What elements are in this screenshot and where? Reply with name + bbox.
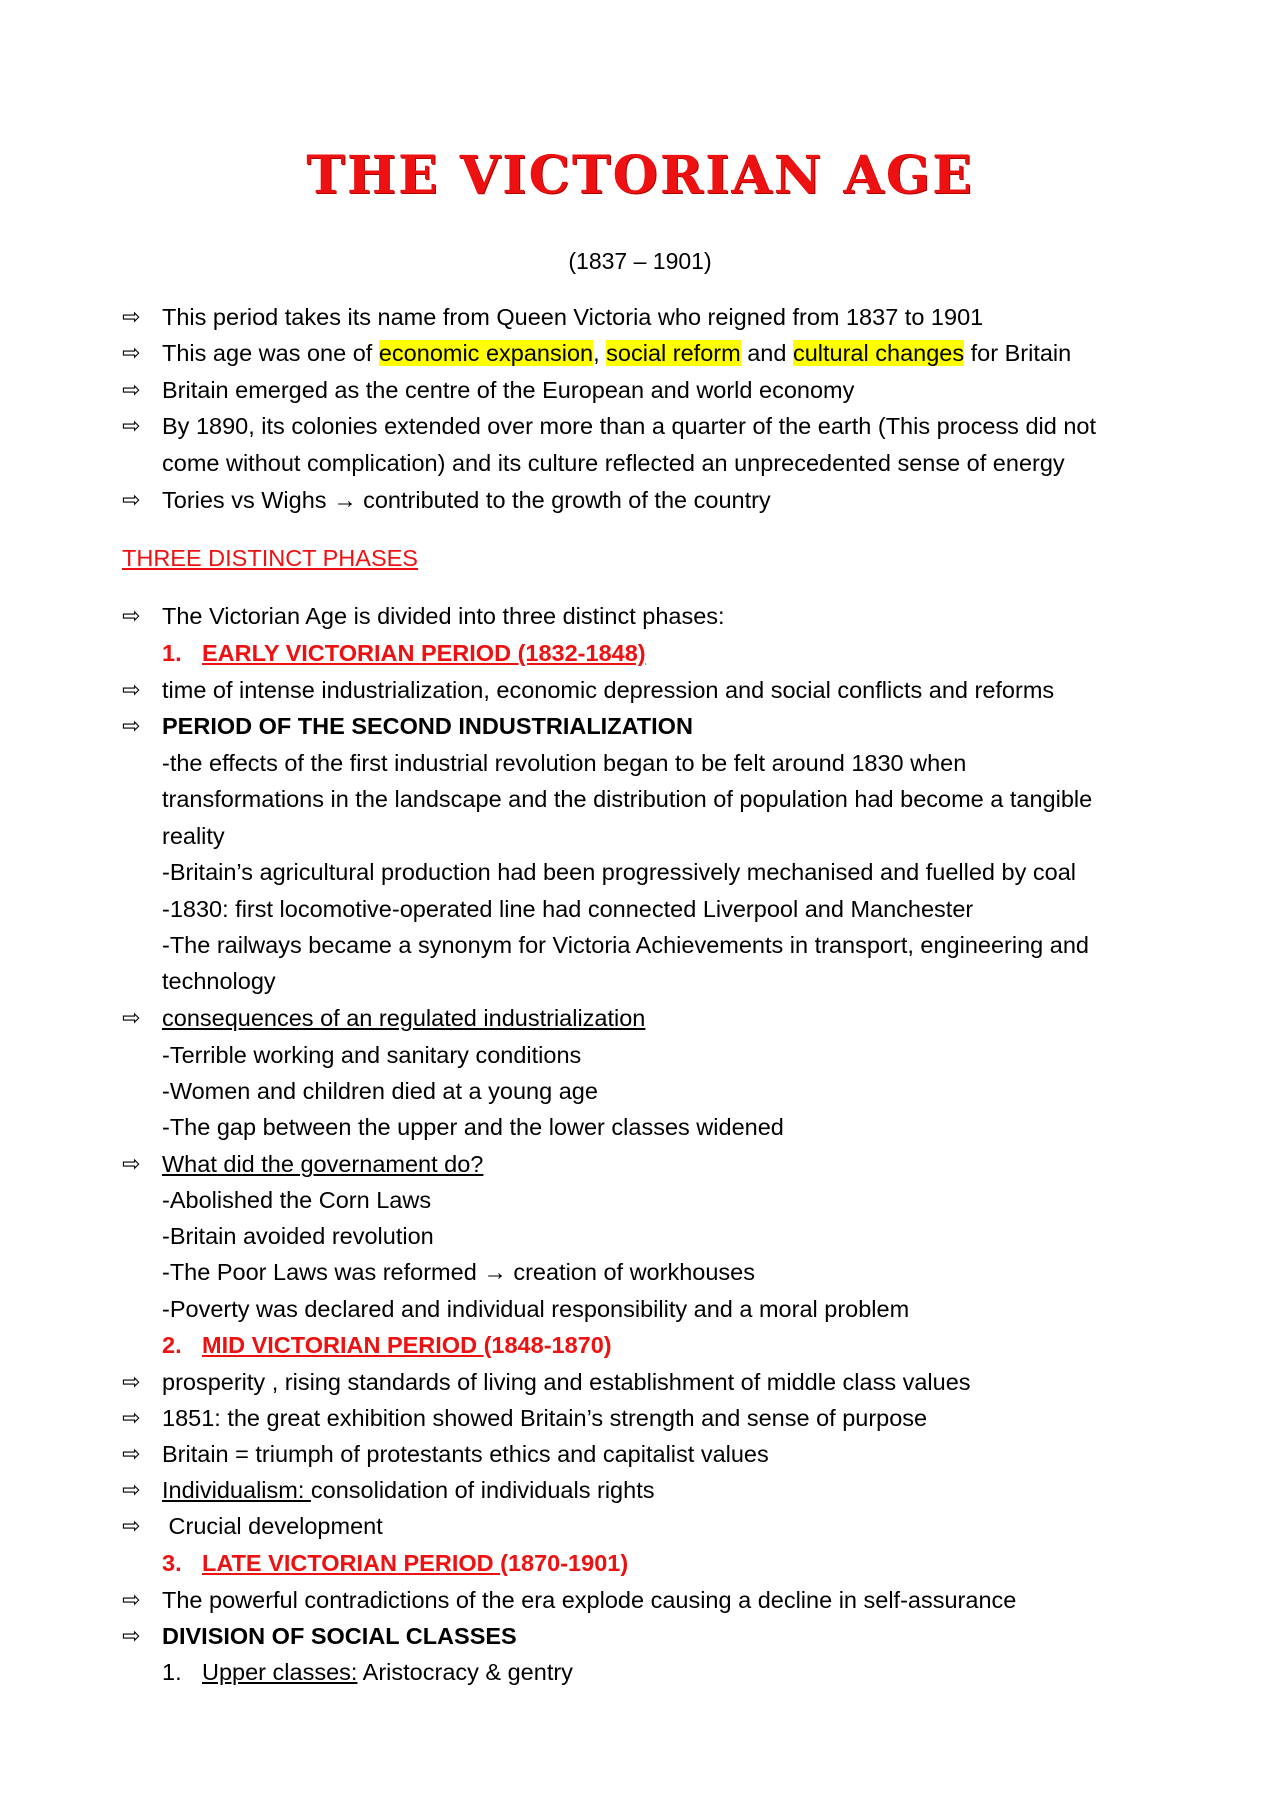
number: 1. bbox=[162, 1659, 182, 1685]
early-bullet-3: consequences of an regulated industrialization bbox=[162, 1005, 646, 1031]
arrow-icon: ⇨ bbox=[122, 487, 141, 512]
arrow-icon: ⇨ bbox=[122, 1623, 141, 1648]
arrow-icon: ⇨ bbox=[122, 1405, 141, 1430]
arrow-icon: ⇨ bbox=[122, 1441, 141, 1466]
early-line-5: -1830: first locomotive-operated line had connected Liverpool and Manchester bbox=[162, 896, 974, 922]
arrow-icon: ⇨ bbox=[122, 377, 141, 402]
arrow-icon: ⇨ bbox=[122, 1151, 141, 1176]
arrow-icon: ⇨ bbox=[122, 413, 141, 438]
arrow-icon: ⇨ bbox=[122, 1369, 141, 1394]
mid-bullet-4 bbox=[162, 1475, 654, 1505]
late-bullet-2: DIVISION OF SOCIAL CLASSES bbox=[162, 1623, 517, 1649]
gov-action-3 bbox=[162, 1257, 755, 1287]
arrow-icon: ⇨ bbox=[122, 1477, 141, 1502]
early-bullet-2: PERIOD OF THE SECOND INDUSTRIALIZATION bbox=[162, 713, 693, 739]
highlight: economic expansion bbox=[378, 340, 594, 366]
text: consolidation of individuals rights bbox=[310, 1477, 655, 1503]
date-range: (1837 – 1901) bbox=[568, 248, 712, 274]
text: EARLY VICTORIAN PERIOD (1832-1848) bbox=[202, 640, 646, 666]
text: and bbox=[740, 340, 793, 366]
early-line-7: technology bbox=[162, 968, 276, 994]
right-arrow-icon: → bbox=[483, 1259, 507, 1285]
section-heading: THREE DISTINCT PHASES bbox=[122, 545, 418, 571]
highlight: social reform bbox=[606, 340, 741, 366]
text: Individualism: bbox=[162, 1477, 311, 1503]
intro-bullet-5 bbox=[162, 485, 771, 515]
text: , bbox=[593, 340, 607, 366]
arrow-icon: ⇨ bbox=[122, 713, 141, 738]
early-line-1: -the effects of the first industrial revolution began to be felt around 1830 when bbox=[162, 750, 967, 776]
text: Upper classes: bbox=[202, 1659, 358, 1685]
text: for Britain bbox=[964, 340, 1072, 366]
early-line-2: transformations in the landscape and the distribution of population had become a tangible bbox=[162, 786, 1093, 812]
arrow-icon: ⇨ bbox=[122, 603, 141, 628]
phase-2-heading bbox=[162, 1330, 612, 1360]
text: creation of workhouses bbox=[506, 1259, 755, 1285]
gov-action-1: -Abolished the Corn Laws bbox=[162, 1187, 432, 1213]
consequence-1: -Terrible working and sanitary conditions bbox=[162, 1042, 582, 1068]
gov-action-4: -Poverty was declared and individual responsibility and a moral problem bbox=[162, 1296, 910, 1322]
phase-1-heading bbox=[162, 638, 646, 668]
number: 1. bbox=[162, 640, 182, 666]
arrow-icon: ⇨ bbox=[122, 340, 141, 365]
arrow-icon: ⇨ bbox=[122, 677, 141, 702]
text: Tories vs Wighs bbox=[162, 487, 334, 513]
text: (1848-1870) bbox=[483, 1332, 612, 1358]
intro-bullet-4-line-1: By 1890, its colonies extended over more than a quarter of the earth (This process did not bbox=[162, 413, 1096, 439]
text: LATE VICTORIAN PERIOD bbox=[202, 1550, 501, 1576]
early-bullet-4: What did the governament do? bbox=[162, 1151, 484, 1177]
number: 3. bbox=[162, 1550, 182, 1576]
text: (1870-1901) bbox=[500, 1550, 629, 1576]
text: -The Poor Laws was reformed bbox=[162, 1259, 484, 1285]
number: 2. bbox=[162, 1332, 182, 1358]
page-title: THE VICTORIAN AGE bbox=[306, 145, 974, 206]
phases-intro: The Victorian Age is divided into three distinct phases: bbox=[162, 603, 725, 629]
text: contributed to the growth of the country bbox=[356, 487, 771, 513]
early-line-3: reality bbox=[162, 823, 225, 849]
early-line-4: -Britain’s agricultural production had been progressively mechanised and fuelled by coal bbox=[162, 859, 1076, 885]
consequence-2: -Women and children died at a young age bbox=[162, 1078, 598, 1104]
right-arrow-icon: → bbox=[333, 487, 357, 513]
phase-3-heading bbox=[162, 1548, 628, 1578]
early-line-6: -The railways became a synonym for Victoria Achievements in transport, engineering and bbox=[162, 932, 1089, 958]
mid-bullet-1: prosperity , rising standards of living and establishment of middle class values bbox=[162, 1369, 971, 1395]
intro-bullet-4-line-2: come without complication) and its culture reflected an unprecedented sense of energy bbox=[162, 450, 1065, 476]
mid-bullet-5: Crucial development bbox=[162, 1513, 383, 1539]
consequence-3: -The gap between the upper and the lower classes widened bbox=[162, 1114, 784, 1140]
gov-action-2: -Britain avoided revolution bbox=[162, 1223, 434, 1249]
text: This age was one of bbox=[162, 340, 379, 366]
intro-bullet-3: Britain emerged as the centre of the European and world economy bbox=[162, 377, 855, 403]
text: Aristocracy & gentry bbox=[357, 1659, 573, 1685]
intro-bullet-2 bbox=[162, 338, 1071, 368]
highlight: cultural changes bbox=[792, 340, 965, 366]
mid-bullet-2: 1851: the great exhibition showed Britain’s strength and sense of purpose bbox=[162, 1405, 928, 1431]
arrow-icon: ⇨ bbox=[122, 1513, 141, 1538]
arrow-icon: ⇨ bbox=[122, 1005, 141, 1030]
mid-bullet-3: Britain = triumph of protestants ethics and capitalist values bbox=[162, 1441, 769, 1467]
text: MID VICTORIAN PERIOD bbox=[202, 1332, 484, 1358]
arrow-icon: ⇨ bbox=[122, 1587, 141, 1612]
arrow-icon: ⇨ bbox=[122, 304, 141, 329]
late-bullet-1: The powerful contradictions of the era explode causing a decline in self-assurance bbox=[162, 1587, 1017, 1613]
early-bullet-1: time of intense industrialization, economic depression and social conflicts and reforms bbox=[162, 677, 1055, 703]
social-class-1 bbox=[162, 1657, 573, 1687]
intro-bullet-1: This period takes its name from Queen Victoria who reigned from 1837 to 1901 bbox=[162, 304, 984, 330]
